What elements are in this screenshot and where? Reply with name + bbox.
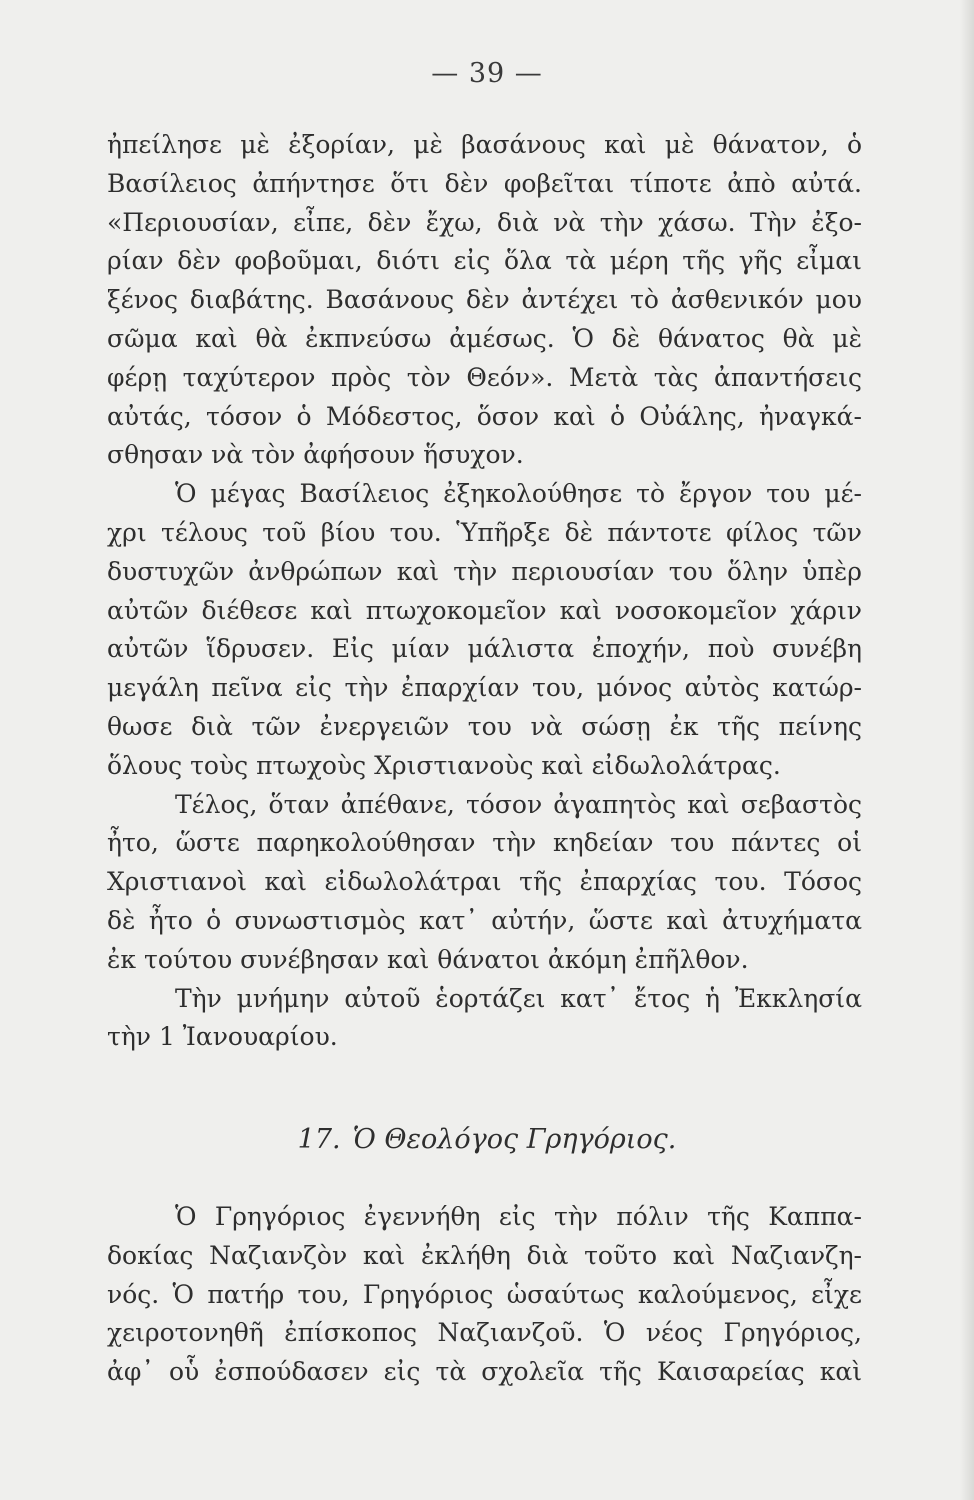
main-text-top (107, 126, 862, 1057)
text-line: ξένος διαβάτης. Βασάνους δὲν ἀντέχει τὸ ἀσθενικόν μου (107, 285, 862, 315)
text-line: τὴν 1 Ἰανουαρίου. (107, 1022, 338, 1052)
main-text-bottom (107, 1198, 862, 1392)
text-line: σῶμα καὶ θὰ ἐκπνεύσω ἀμέσως. Ὁ δὲ θάνατος θὰ μὲ (107, 323, 862, 353)
text-line: νός. Ὁ πατήρ του, Γρηγόριος ὡσαύτως καλούμενος, εἶχε (107, 1279, 862, 1309)
text-line: ἐκ τούτου συνέβησαν καὶ θάνατοι ἀκόμη ἐπῆλθον. (107, 944, 749, 974)
text-line: χρι τέλους τοῦ βίου του. Ὑπῆρξε δὲ πάντοτε φίλος τῶν (107, 517, 862, 547)
text-line: ρίαν δὲν φοβοῦμαι, διότι εἰς ὅλα τὰ μέρη τῆς γῆς εἶμαι (107, 246, 862, 276)
text-line: δυστυχῶν ἀνθρώπων καὶ τὴν περιουσίαν του ὅλην ὑπὲρ (107, 556, 862, 586)
page-number: — 39 — (431, 58, 543, 89)
text-line: ὅλους τοὺς πτωχοὺς Χριστιανοὺς καὶ εἰδωλολάτρας. (107, 750, 781, 780)
paragraph (107, 475, 862, 785)
paragraph (107, 980, 862, 1058)
text-line: δοκίας Ναζιανζὸν καὶ ἐκλήθη διὰ τοῦτο καὶ Ναζιανζη- (107, 1240, 862, 1270)
text-line: Βασίλειος ἀπήντησε ὅτι δὲν φοβεῖται τίποτε ἀπὸ αὐτά. (107, 168, 862, 198)
section-heading (0, 1120, 974, 1160)
text-line: φέρῃ ταχύτερον πρὸς τὸν Θεόν». Μετὰ τὰς ἀπαντήσεις (107, 362, 862, 392)
text-line: «Περιουσίαν, εἶπε, δὲν ἔχω, διὰ νὰ τὴν χάσω. Τὴν ἐξο- (107, 207, 862, 237)
text-line: αὐτῶν ἵδρυσεν. Εἰς μίαν μάλιστα ἐποχήν, ποὺ συνέβη (107, 634, 862, 664)
page-edge-shadow (960, 0, 974, 1500)
paragraph (107, 1198, 862, 1392)
text-line: Ὁ μέγας Βασίλειος ἐξηκολούθησε τὸ ἔργον του μέ- (175, 479, 862, 509)
text-line: μεγάλη πεῖνα εἰς τὴν ἐπαρχίαν του, μόνος αὐτὸς κατώρ- (107, 673, 862, 703)
section-title: Ὁ Θεολόγος Γρηγόριος. (352, 1124, 677, 1155)
text-line: θωσε διὰ τῶν ἐνεργειῶν του νὰ σώσῃ ἐκ τῆς πείνης (107, 711, 862, 741)
paragraph (107, 126, 862, 475)
text-line: ἠπείλησε μὲ ἐξορίαν, μὲ βασάνους καὶ μὲ θάνατον, ὁ (107, 130, 862, 159)
text-line: δὲ ἦτο ὁ συνωστισμὸς κατ᾽ αὐτήν, ὥστε καὶ ἀτυχήματα (107, 905, 862, 935)
text-line: ἦτο, ὥστε παρηκολούθησαν τὴν κηδείαν του πάντες οἱ (107, 828, 862, 858)
text-line: Τὴν μνήμην αὐτοῦ ἑορτάζει κατ᾽ ἔτος ἡ Ἐκκλησία (175, 983, 862, 1013)
section-number: 17. (297, 1124, 341, 1155)
paragraph (107, 786, 862, 980)
text-line: αὐτῶν διέθεσε καὶ πτωχοκομεῖον καὶ νοσοκομεῖον χάριν (107, 595, 862, 625)
text-line: σθησαν νὰ τὸν ἀφήσουν ἥσυχον. (107, 440, 524, 470)
text-line: χειροτονηθῆ ἐπίσκοπος Ναζιανζοῦ. Ὁ νέος Γρηγόριος, (107, 1318, 862, 1348)
text-line: αὐτάς, τόσον ὁ Μόδεστος, ὅσον καὶ ὁ Οὐάλης, ἠναγκά- (107, 401, 862, 431)
text-line: Χριστιανοὶ καὶ εἰδωλολάτραι τῆς ἐπαρχίας του. Τόσος (107, 867, 862, 897)
text-line: ἀφ᾽ οὗ ἐσπούδασεν εἰς τὰ σχολεῖα τῆς Καισαρείας καὶ (107, 1357, 862, 1387)
text-line: Τέλος, ὅταν ἀπέθανε, τόσον ἀγαπητὸς καὶ σεβαστὸς (175, 789, 862, 819)
text-line: Ὁ Γρηγόριος ἐγεννήθη εἰς τὴν πόλιν τῆς Καππα- (175, 1202, 862, 1231)
